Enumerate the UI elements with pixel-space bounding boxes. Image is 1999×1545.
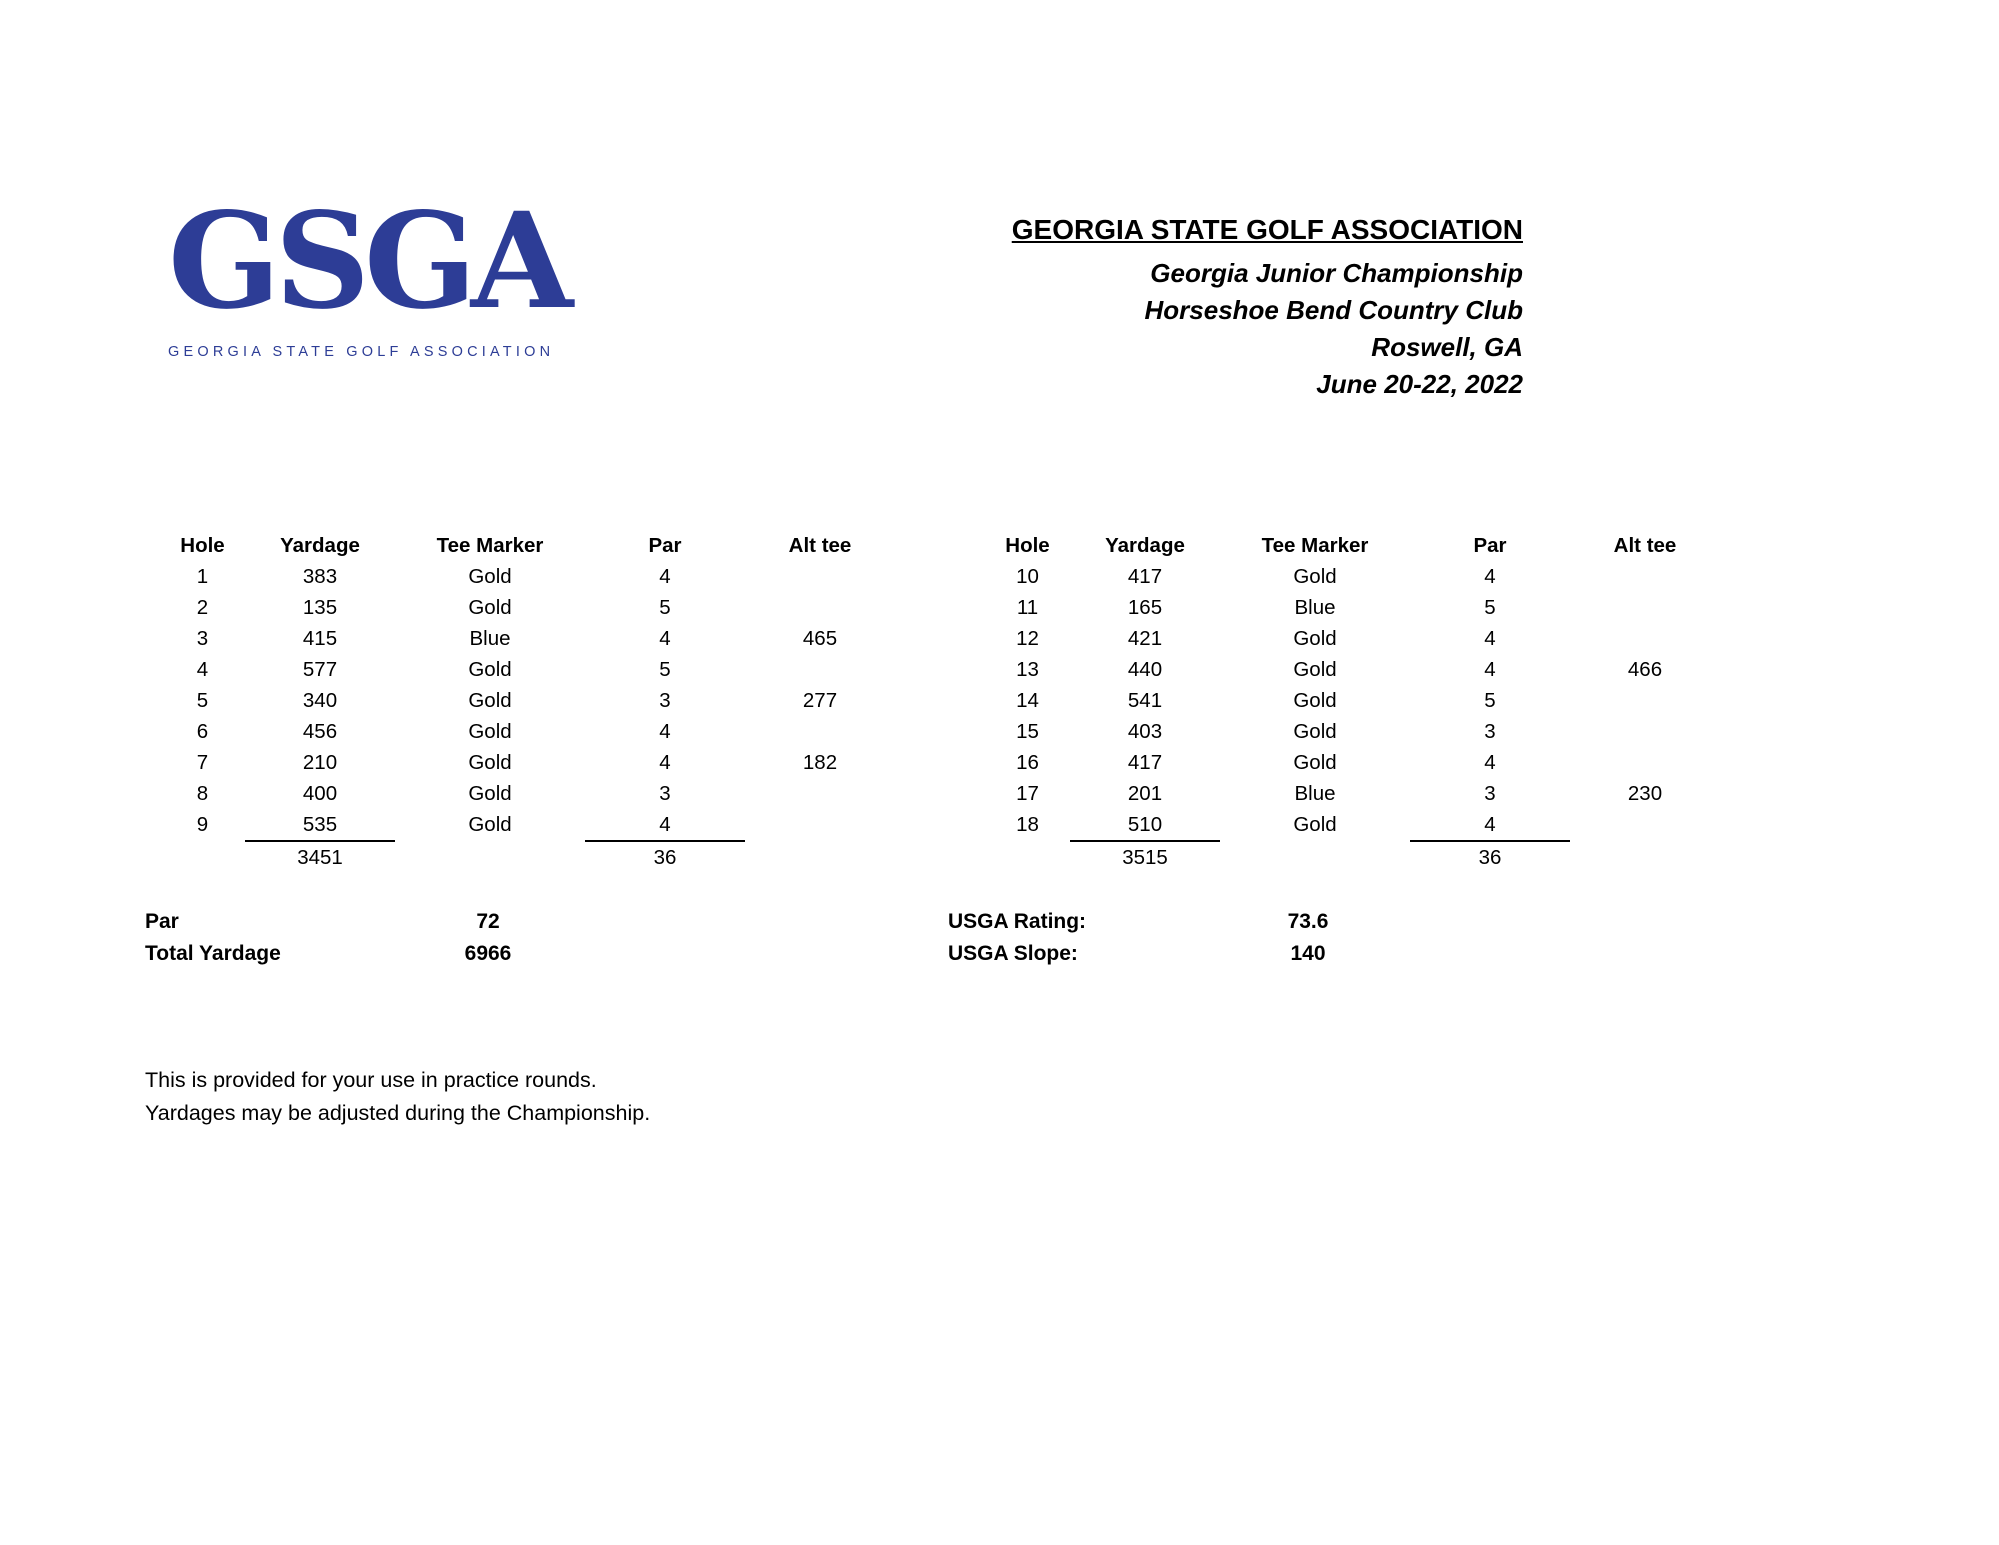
tee-marker-cell: Gold bbox=[468, 564, 512, 588]
totals-spacer bbox=[745, 841, 895, 873]
gsga-logo bbox=[168, 184, 588, 360]
alt-tee-cell bbox=[745, 716, 895, 747]
yardage-cell: 456 bbox=[302, 719, 338, 743]
hole-cell: 11 bbox=[1016, 595, 1039, 619]
hole-cell: 13 bbox=[1016, 657, 1039, 681]
table-row bbox=[160, 747, 895, 778]
alt-tee-cell bbox=[745, 778, 895, 809]
yardage-cell: 421 bbox=[1127, 626, 1163, 650]
par-column-header: Par bbox=[1473, 533, 1507, 557]
usga-slope-label: USGA Slope: bbox=[948, 942, 1078, 965]
totals-spacer bbox=[985, 841, 1070, 873]
hole-cell: 6 bbox=[196, 719, 209, 743]
alt-tee-cell bbox=[1570, 623, 1720, 654]
gsga-logo-text: GSGA bbox=[168, 184, 568, 339]
yardage-cell: 135 bbox=[302, 595, 338, 619]
table-row bbox=[985, 778, 1720, 809]
alt-tee-cell bbox=[745, 809, 895, 841]
usga-rating-value: 73.6 bbox=[1287, 910, 1329, 933]
tee-marker-cell: Gold bbox=[468, 781, 512, 805]
yardage-cell: 400 bbox=[302, 781, 338, 805]
alt-tee-cell: 466 bbox=[1627, 657, 1663, 681]
table-row bbox=[160, 778, 895, 809]
par-cell: 5 bbox=[1484, 688, 1496, 712]
back-nine-table bbox=[985, 530, 1720, 873]
yardage-total: 3451 bbox=[297, 845, 343, 869]
alt-tee-cell bbox=[745, 592, 895, 623]
yardage-cell: 383 bbox=[302, 564, 338, 588]
yardage-cell: 541 bbox=[1127, 688, 1163, 712]
par-cell: 3 bbox=[659, 688, 671, 712]
yardage-cell: 165 bbox=[1127, 595, 1163, 619]
hole-cell: 9 bbox=[196, 813, 209, 836]
association-title: GEORGIA STATE GOLF ASSOCIATION bbox=[1011, 214, 1523, 245]
gsga-logo-tagline: GEORGIA STATE GOLF ASSOCIATION bbox=[168, 344, 555, 360]
hole-cell: 1 bbox=[196, 564, 209, 588]
table-row bbox=[985, 809, 1720, 841]
table-row bbox=[985, 623, 1720, 654]
totals-spacer bbox=[1220, 841, 1410, 873]
usga-slope-value: 140 bbox=[1290, 942, 1326, 965]
par-label: Par bbox=[145, 910, 179, 933]
alt-tee-cell bbox=[1570, 592, 1720, 623]
yardage-cell: 510 bbox=[1070, 809, 1220, 841]
totals-spacer bbox=[160, 841, 245, 873]
alt-tee-cell: 277 bbox=[802, 688, 838, 712]
yardage-cell: 535 bbox=[245, 809, 395, 841]
totals-spacer bbox=[1570, 841, 1720, 873]
note-line-1: This is provided for your use in practice rounds. bbox=[145, 1068, 597, 1092]
hole-cell: 8 bbox=[196, 781, 209, 805]
hole-column-header: Hole bbox=[180, 533, 225, 557]
hole-column-header: Hole bbox=[1005, 533, 1050, 557]
note-line-2: Yardages may be adjusted during the Championship. bbox=[145, 1101, 651, 1125]
tee-marker-cell: Gold bbox=[468, 688, 512, 712]
tee-marker-cell: Gold bbox=[1293, 750, 1337, 774]
tee-marker-column-header: Tee Marker bbox=[1261, 533, 1369, 557]
par-cell: 4 bbox=[659, 750, 671, 774]
par-cell: 4 bbox=[1484, 750, 1496, 774]
tee-marker-cell: Gold bbox=[1293, 657, 1337, 681]
table-header-row bbox=[160, 530, 895, 561]
yardage-cell: 417 bbox=[1127, 750, 1163, 774]
tee-marker-cell: Blue bbox=[469, 626, 511, 650]
venue-name: Horseshoe Bend Country Club bbox=[1144, 295, 1523, 325]
table-row bbox=[160, 592, 895, 623]
par-cell: 5 bbox=[1484, 595, 1496, 619]
hole-cell: 17 bbox=[1016, 781, 1039, 805]
hole-cell: 7 bbox=[196, 750, 209, 774]
yardage-cell: 415 bbox=[302, 626, 338, 650]
front-nine-table bbox=[160, 530, 895, 873]
yardage-column-header: Yardage bbox=[1105, 533, 1185, 557]
tee-marker-cell: Blue bbox=[1294, 781, 1336, 805]
hole-cell: 18 bbox=[1016, 813, 1039, 836]
par-cell: 5 bbox=[659, 595, 671, 619]
par-cell: 3 bbox=[1484, 719, 1496, 743]
total-yardage-label: Total Yardage bbox=[145, 942, 281, 965]
event-dates: June 20-22, 2022 bbox=[1316, 369, 1523, 399]
par-total: 36 bbox=[1478, 845, 1502, 869]
tee-marker-cell: Gold bbox=[468, 657, 512, 681]
table-row bbox=[985, 592, 1720, 623]
totals-row bbox=[160, 841, 895, 873]
event-name: Georgia Junior Championship bbox=[1150, 258, 1523, 288]
par-cell: 4 bbox=[1484, 564, 1496, 588]
yardage-cell: 440 bbox=[1127, 657, 1163, 681]
table-row bbox=[985, 561, 1720, 592]
table-row bbox=[160, 716, 895, 747]
alt-tee-cell bbox=[1570, 685, 1720, 716]
hole-cell: 4 bbox=[196, 657, 209, 681]
tee-marker-cell: Gold bbox=[1293, 719, 1337, 743]
alt-tee-cell: 230 bbox=[1627, 781, 1663, 805]
hole-cell: 14 bbox=[1016, 688, 1039, 712]
yardage-cell: 417 bbox=[1127, 564, 1163, 588]
table-row bbox=[160, 561, 895, 592]
table-row bbox=[160, 654, 895, 685]
tee-marker-column-header: Tee Marker bbox=[436, 533, 544, 557]
par-cell: 4 bbox=[659, 564, 671, 588]
tee-marker-cell: Gold bbox=[1293, 564, 1337, 588]
tee-marker-cell: Gold bbox=[468, 595, 512, 619]
tee-marker-cell: Gold bbox=[1293, 626, 1337, 650]
alt-tee-column-header: Alt tee bbox=[1613, 533, 1677, 557]
usga-rating-label: USGA Rating: bbox=[948, 910, 1087, 933]
par-total: 36 bbox=[653, 845, 677, 869]
par-cell: 4 bbox=[659, 626, 671, 650]
table-row bbox=[985, 685, 1720, 716]
alt-tee-cell bbox=[1570, 716, 1720, 747]
yardage-cell: 340 bbox=[302, 688, 338, 712]
par-column-header: Par bbox=[648, 533, 682, 557]
alt-tee-cell: 182 bbox=[802, 750, 838, 774]
par-cell: 3 bbox=[1484, 781, 1496, 805]
yardage-cell: 210 bbox=[302, 750, 338, 774]
yardage-total: 3515 bbox=[1122, 845, 1168, 869]
tee-marker-cell: Gold bbox=[468, 813, 512, 836]
par-cell: 4 bbox=[1410, 809, 1570, 841]
hole-cell: 16 bbox=[1016, 750, 1039, 774]
par-cell: 4 bbox=[1484, 626, 1496, 650]
alt-tee-cell bbox=[745, 654, 895, 685]
tee-marker-cell: Gold bbox=[468, 750, 512, 774]
yardage-cell: 403 bbox=[1127, 719, 1163, 743]
hole-cell: 12 bbox=[1016, 626, 1039, 650]
hole-cell: 10 bbox=[1016, 564, 1039, 588]
alt-tee-cell: 465 bbox=[802, 626, 838, 650]
event-header bbox=[1012, 214, 1523, 403]
practice-round-note bbox=[145, 1064, 650, 1130]
par-cell: 4 bbox=[1484, 657, 1496, 681]
tee-marker-cell: Gold bbox=[1293, 688, 1337, 712]
hole-cell: 2 bbox=[196, 595, 209, 619]
par-cell: 5 bbox=[659, 657, 671, 681]
par-cell: 3 bbox=[659, 781, 671, 805]
table-row bbox=[160, 809, 895, 841]
hole-cell: 5 bbox=[196, 688, 209, 712]
total-yardage-value: 6966 bbox=[464, 942, 512, 965]
par-value: 72 bbox=[476, 910, 500, 933]
hole-cell: 15 bbox=[1016, 719, 1039, 743]
totals-spacer bbox=[395, 841, 585, 873]
venue-location: Roswell, GA bbox=[1371, 332, 1523, 362]
table-row bbox=[160, 685, 895, 716]
tee-marker-cell: Blue bbox=[1294, 595, 1336, 619]
table-row bbox=[985, 654, 1720, 685]
table-row bbox=[985, 747, 1720, 778]
tee-marker-cell: Gold bbox=[1293, 813, 1337, 836]
table-row bbox=[985, 716, 1720, 747]
par-cell: 4 bbox=[659, 719, 671, 743]
alt-tee-cell bbox=[1570, 561, 1720, 592]
table-row bbox=[160, 623, 895, 654]
tee-marker-cell: Gold bbox=[468, 719, 512, 743]
alt-tee-cell bbox=[1570, 809, 1720, 841]
yardage-column-header: Yardage bbox=[280, 533, 360, 557]
totals-row bbox=[985, 841, 1720, 873]
yardage-cell: 201 bbox=[1127, 781, 1163, 805]
alt-tee-cell bbox=[1570, 747, 1720, 778]
hole-cell: 3 bbox=[196, 626, 209, 650]
alt-tee-column-header: Alt tee bbox=[788, 533, 852, 557]
table-header-row bbox=[985, 530, 1720, 561]
yardage-cell: 577 bbox=[302, 657, 338, 681]
alt-tee-cell bbox=[745, 561, 895, 592]
par-cell: 4 bbox=[585, 809, 745, 841]
